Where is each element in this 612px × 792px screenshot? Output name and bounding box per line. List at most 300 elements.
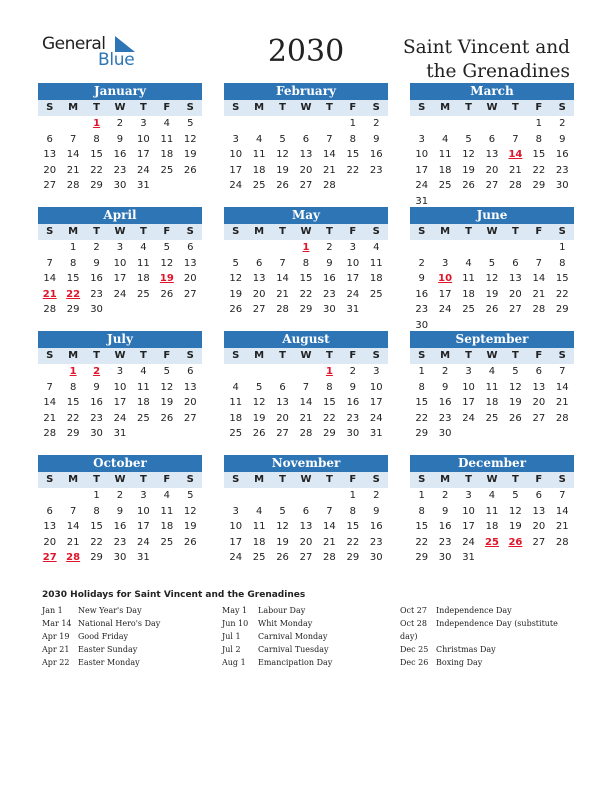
day-cell: 24 xyxy=(113,412,127,424)
day-cell: 19 xyxy=(462,164,475,176)
weekday-label: S xyxy=(558,102,566,113)
day-cell: 3 xyxy=(116,366,124,377)
day-cell: 21 xyxy=(323,164,336,176)
weekday-label: F xyxy=(535,474,543,485)
holiday-date: Oct 28 xyxy=(400,619,427,628)
day-cell: 27 xyxy=(299,180,313,191)
day-cell: 28 xyxy=(555,412,569,424)
holiday-name-continued: day) xyxy=(400,632,418,641)
day-cell: 20 xyxy=(183,273,197,284)
day-cell: 11 xyxy=(160,505,174,517)
day-cell: 26 xyxy=(462,180,475,191)
month-title: September xyxy=(410,331,574,348)
holiday-column-1 xyxy=(42,604,212,669)
day-cell: 12 xyxy=(462,149,475,160)
day-cell: 16 xyxy=(555,149,569,160)
day-grid xyxy=(224,364,388,442)
weekday-label: W xyxy=(300,474,312,485)
day-cell: 3 xyxy=(140,490,147,501)
month-title: June xyxy=(410,207,574,224)
weekday-label: S xyxy=(558,226,566,237)
day-cell: 26 xyxy=(276,180,289,191)
weekday-label: M xyxy=(440,226,451,237)
weekday-label: S xyxy=(372,350,380,361)
day-cell: 1 xyxy=(559,242,566,253)
day-cell: 25 xyxy=(462,304,475,315)
holiday-item xyxy=(222,604,392,617)
day-cell: 21 xyxy=(66,164,80,176)
day-cell: 16 xyxy=(90,397,103,408)
day-cell: 20 xyxy=(532,521,546,532)
day-cell: 31 xyxy=(137,180,150,191)
day-cell: 13 xyxy=(43,149,57,160)
day-cell: 17 xyxy=(415,164,429,176)
day-cell: 12 xyxy=(276,149,289,160)
day-cell: 23 xyxy=(90,288,103,300)
day-cell: 12 xyxy=(160,381,174,393)
month-may xyxy=(224,207,388,318)
weekday-label: W xyxy=(486,474,498,485)
weekday-label: M xyxy=(254,474,265,485)
day-cell: 6 xyxy=(187,242,194,253)
day-cell: 26 xyxy=(183,164,197,176)
day-cell: 11 xyxy=(485,381,499,393)
day-cell: 3 xyxy=(465,490,472,501)
holiday-name: Independence Day xyxy=(436,606,512,615)
day-cell: 14 xyxy=(323,521,336,532)
weekday-label: W xyxy=(300,102,312,113)
holiday-name: Carnival Tuesday xyxy=(258,645,329,654)
day-cell: 27 xyxy=(509,304,522,315)
day-grid xyxy=(410,364,574,442)
day-cell: 27 xyxy=(183,288,197,300)
holiday-day-cell: 28 xyxy=(66,552,81,563)
month-title: December xyxy=(410,455,574,472)
day-cell: 4 xyxy=(488,490,496,501)
day-cell: 28 xyxy=(43,428,57,439)
day-cell: 27 xyxy=(183,412,197,424)
day-cell: 3 xyxy=(232,505,239,517)
holiday-day-cell: 2 xyxy=(93,366,101,377)
day-cell: 13 xyxy=(276,397,289,408)
holiday-date: Oct 27 xyxy=(400,606,427,615)
month-title: January xyxy=(38,83,202,100)
day-cell: 7 xyxy=(326,505,333,517)
day-cell: 25 xyxy=(137,412,150,424)
day-cell: 21 xyxy=(555,397,569,408)
month-title: July xyxy=(38,331,202,348)
holiday-item xyxy=(222,630,392,643)
month-december xyxy=(410,455,574,566)
day-cell: 12 xyxy=(276,521,289,532)
day-cell: 5 xyxy=(187,490,194,501)
day-cell: 2 xyxy=(93,242,100,253)
day-cell: 26 xyxy=(229,304,243,315)
weekday-header xyxy=(410,348,574,364)
day-cell: 6 xyxy=(302,505,310,517)
day-cell: 22 xyxy=(66,412,80,424)
weekday-label: F xyxy=(163,102,171,113)
day-cell: 29 xyxy=(532,180,546,191)
month-march xyxy=(410,83,574,209)
day-cell: 13 xyxy=(299,521,313,532)
day-cell: 5 xyxy=(163,366,171,377)
empty-cell xyxy=(318,488,341,504)
day-cell: 23 xyxy=(438,536,452,548)
day-cell: 3 xyxy=(232,133,239,145)
day-cell: 14 xyxy=(299,397,313,408)
day-cell: 29 xyxy=(90,552,103,563)
day-cell: 1 xyxy=(93,490,100,501)
holiday-day-cell: 26 xyxy=(508,536,523,548)
holiday-day-cell: 1 xyxy=(302,242,310,253)
empty-cell xyxy=(410,116,433,132)
empty-cell xyxy=(247,364,270,380)
day-cell: 11 xyxy=(252,149,266,160)
day-cell: 8 xyxy=(349,505,357,517)
day-cell: 19 xyxy=(252,412,266,424)
day-cell: 9 xyxy=(559,133,566,145)
weekday-label: W xyxy=(486,102,498,113)
day-cell: 21 xyxy=(532,288,546,300)
weekday-label: F xyxy=(535,102,543,113)
day-grid xyxy=(410,116,574,209)
day-cell: 26 xyxy=(485,304,499,315)
weekday-label: T xyxy=(465,350,472,361)
day-cell: 25 xyxy=(438,180,452,191)
day-cell: 28 xyxy=(299,428,313,439)
holiday-day-cell: 1 xyxy=(325,366,333,377)
day-cell: 14 xyxy=(66,149,80,160)
day-cell: 16 xyxy=(323,273,336,284)
holiday-name: National Hero's Day xyxy=(78,619,161,628)
day-cell: 14 xyxy=(43,397,57,408)
weekday-label: M xyxy=(254,102,265,113)
weekday-label: T xyxy=(139,102,147,113)
day-cell: 22 xyxy=(532,164,546,176)
day-cell: 23 xyxy=(415,304,429,315)
day-cell: 26 xyxy=(160,288,174,300)
holiday-item xyxy=(42,630,212,643)
weekday-label: T xyxy=(465,226,472,237)
day-cell: 21 xyxy=(509,164,522,176)
holiday-name: Emancipation Day xyxy=(258,658,333,667)
day-cell: 9 xyxy=(373,133,380,145)
day-cell: 26 xyxy=(252,428,266,439)
day-cell: 25 xyxy=(485,412,499,424)
empty-cell xyxy=(504,240,527,256)
day-cell: 18 xyxy=(137,397,150,408)
day-cell: 6 xyxy=(488,133,496,145)
day-cell: 4 xyxy=(140,242,147,253)
weekday-label: M xyxy=(68,226,79,237)
day-cell: 22 xyxy=(555,288,569,300)
day-cell: 28 xyxy=(276,304,289,315)
day-cell: 9 xyxy=(441,381,449,393)
weekday-label: S xyxy=(232,474,240,485)
day-cell: 5 xyxy=(163,242,171,253)
day-cell: 22 xyxy=(299,288,313,300)
weekday-label: T xyxy=(139,474,147,485)
day-cell: 23 xyxy=(369,536,383,548)
weekday-label: T xyxy=(511,350,519,361)
day-grid xyxy=(224,116,388,194)
day-cell: 29 xyxy=(555,304,569,315)
day-cell: 16 xyxy=(113,521,127,532)
day-cell: 4 xyxy=(488,366,496,377)
day-cell: 10 xyxy=(229,521,243,532)
month-title: February xyxy=(224,83,388,100)
empty-cell xyxy=(294,364,317,380)
day-cell: 12 xyxy=(509,381,522,393)
day-cell: 5 xyxy=(279,505,286,517)
day-cell: 28 xyxy=(43,304,57,315)
day-cell: 10 xyxy=(415,149,429,160)
day-cell: 7 xyxy=(512,133,519,145)
weekday-label: T xyxy=(279,102,286,113)
day-cell: 18 xyxy=(160,521,174,532)
day-cell: 10 xyxy=(113,381,127,393)
weekday-label: W xyxy=(114,474,126,485)
day-cell: 24 xyxy=(415,180,429,191)
weekday-header xyxy=(38,472,202,488)
day-cell: 20 xyxy=(485,164,499,176)
weekday-label: T xyxy=(93,350,100,361)
day-cell: 28 xyxy=(66,180,80,191)
weekday-label: F xyxy=(349,474,357,485)
day-cell: 25 xyxy=(137,288,150,300)
day-cell: 4 xyxy=(255,505,263,517)
weekday-label: M xyxy=(254,350,265,361)
weekday-label: S xyxy=(372,474,380,485)
day-cell: 5 xyxy=(232,257,239,269)
weekday-label: S xyxy=(372,226,380,237)
day-cell: 8 xyxy=(559,257,566,269)
day-cell: 4 xyxy=(255,133,263,145)
day-cell: 8 xyxy=(93,505,100,517)
weekday-label: M xyxy=(254,226,265,237)
weekday-label: T xyxy=(511,474,519,485)
day-cell: 29 xyxy=(346,552,360,563)
holiday-day-cell: 21 xyxy=(42,288,57,300)
day-cell: 8 xyxy=(535,133,543,145)
holiday-name: New Year's Day xyxy=(78,606,142,615)
day-cell: 26 xyxy=(509,412,522,424)
day-cell: 21 xyxy=(43,412,57,424)
day-cell: 7 xyxy=(69,133,77,145)
weekday-label: T xyxy=(465,474,472,485)
day-cell: 8 xyxy=(69,257,77,269)
day-cell: 15 xyxy=(66,397,80,408)
day-cell: 9 xyxy=(326,257,333,269)
day-cell: 9 xyxy=(93,257,100,269)
day-cell: 17 xyxy=(462,521,475,532)
day-cell: 2 xyxy=(116,490,124,501)
weekday-label: M xyxy=(440,350,451,361)
weekday-label: S xyxy=(418,102,426,113)
day-cell: 23 xyxy=(90,412,103,424)
day-cell: 5 xyxy=(512,366,519,377)
day-cell: 3 xyxy=(465,366,472,377)
weekday-label: S xyxy=(46,350,54,361)
day-cell: 30 xyxy=(438,428,452,439)
day-cell: 25 xyxy=(369,288,383,300)
day-cell: 29 xyxy=(66,304,80,315)
holiday-name: Labour Day xyxy=(258,606,306,615)
holiday-date: Jul 2 xyxy=(222,645,241,654)
weekday-label: W xyxy=(114,102,126,113)
weekday-label: F xyxy=(535,350,543,361)
day-cell: 19 xyxy=(276,164,289,176)
day-cell: 2 xyxy=(116,118,124,129)
empty-cell xyxy=(527,240,550,256)
holiday-date: Apr 21 xyxy=(42,645,70,654)
day-cell: 23 xyxy=(346,412,360,424)
day-cell: 30 xyxy=(415,319,429,331)
weekday-label: S xyxy=(232,102,240,113)
day-cell: 30 xyxy=(438,552,452,563)
weekday-label: F xyxy=(535,226,543,237)
day-cell: 3 xyxy=(418,133,425,145)
day-cell: 23 xyxy=(438,412,452,424)
empty-cell xyxy=(38,116,61,132)
holiday-date: Jun 10 xyxy=(222,619,249,628)
day-cell: 21 xyxy=(323,536,336,548)
logo-text-general: General xyxy=(42,34,106,54)
holiday-name: Carnival Monday xyxy=(258,632,328,641)
day-cell: 25 xyxy=(160,536,174,548)
day-cell: 13 xyxy=(532,381,546,393)
empty-cell xyxy=(271,116,294,132)
day-cell: 11 xyxy=(160,133,174,145)
weekday-label: S xyxy=(186,226,194,237)
day-cell: 9 xyxy=(418,273,425,284)
weekday-label: S xyxy=(418,226,426,237)
day-cell: 11 xyxy=(252,521,266,532)
day-cell: 6 xyxy=(46,133,53,145)
weekday-label: M xyxy=(440,102,451,113)
month-august xyxy=(224,331,388,442)
holiday-date: Dec 26 xyxy=(400,658,429,667)
day-cell: 3 xyxy=(116,242,124,253)
weekday-label: F xyxy=(349,102,357,113)
day-cell: 13 xyxy=(252,273,266,284)
day-cell: 4 xyxy=(373,242,380,253)
day-cell: 29 xyxy=(90,180,103,191)
day-cell: 3 xyxy=(349,242,357,253)
day-cell: 12 xyxy=(485,273,499,284)
logo-text-blue: Blue xyxy=(98,50,135,70)
day-cell: 22 xyxy=(90,164,103,176)
day-cell: 16 xyxy=(90,273,103,284)
weekday-label: T xyxy=(325,474,333,485)
day-cell: 14 xyxy=(323,149,336,160)
empty-cell xyxy=(457,240,480,256)
holiday-item xyxy=(222,643,392,656)
day-cell: 3 xyxy=(441,257,449,269)
day-cell: 18 xyxy=(252,536,266,548)
day-cell: 22 xyxy=(346,164,360,176)
day-cell: 2 xyxy=(418,257,425,269)
day-cell: 10 xyxy=(137,505,150,517)
day-cell: 24 xyxy=(346,288,360,300)
day-cell: 14 xyxy=(555,381,569,393)
day-cell: 6 xyxy=(512,257,519,269)
day-cell: 26 xyxy=(160,412,174,424)
day-cell: 9 xyxy=(349,381,357,393)
holiday-name: Easter Sunday xyxy=(78,645,138,654)
weekday-label: F xyxy=(163,226,171,237)
empty-cell xyxy=(294,488,317,504)
day-cell: 20 xyxy=(276,412,289,424)
day-cell: 18 xyxy=(462,288,475,300)
weekday-header xyxy=(38,100,202,116)
day-cell: 13 xyxy=(485,149,499,160)
weekday-label: T xyxy=(93,474,100,485)
day-cell: 22 xyxy=(323,412,336,424)
day-cell: 10 xyxy=(462,505,475,517)
day-cell: 25 xyxy=(160,164,174,176)
weekday-label: T xyxy=(139,226,147,237)
day-cell: 18 xyxy=(485,397,499,408)
day-cell: 24 xyxy=(229,180,243,191)
day-cell: 9 xyxy=(441,505,449,517)
day-cell: 12 xyxy=(160,257,174,269)
day-cell: 22 xyxy=(346,536,360,548)
day-cell: 13 xyxy=(43,521,57,532)
day-cell: 2 xyxy=(373,118,380,129)
day-cell: 23 xyxy=(323,288,336,300)
day-cell: 11 xyxy=(485,505,499,517)
day-cell: 6 xyxy=(302,133,310,145)
day-grid xyxy=(224,240,388,318)
day-cell: 17 xyxy=(369,397,383,408)
day-cell: 14 xyxy=(43,273,57,284)
day-cell: 10 xyxy=(113,257,127,269)
day-cell: 4 xyxy=(163,118,171,129)
day-cell: 28 xyxy=(509,180,522,191)
holiday-name: Christmas Day xyxy=(436,645,496,654)
day-cell: 20 xyxy=(509,288,522,300)
day-grid xyxy=(38,116,202,194)
day-cell: 21 xyxy=(555,521,569,532)
day-cell: 4 xyxy=(465,257,472,269)
day-cell: 15 xyxy=(323,397,336,408)
day-cell: 14 xyxy=(532,273,546,284)
month-july xyxy=(38,331,202,442)
empty-cell xyxy=(271,488,294,504)
day-cell: 24 xyxy=(369,412,383,424)
day-cell: 27 xyxy=(252,304,266,315)
holiday-day-cell: 19 xyxy=(159,273,174,284)
day-cell: 31 xyxy=(462,552,475,563)
empty-cell xyxy=(504,116,527,132)
holiday-item xyxy=(222,656,392,669)
day-cell: 12 xyxy=(509,505,522,517)
day-cell: 12 xyxy=(183,505,197,517)
weekday-label: M xyxy=(68,350,79,361)
day-cell: 16 xyxy=(369,521,383,532)
weekday-label: S xyxy=(186,102,194,113)
weekday-label: T xyxy=(325,102,333,113)
day-cell: 24 xyxy=(229,552,243,563)
logo xyxy=(42,34,142,74)
holiday-date: Apr 19 xyxy=(42,632,70,641)
day-cell: 4 xyxy=(140,366,147,377)
day-cell: 5 xyxy=(465,133,472,145)
day-cell: 19 xyxy=(183,521,197,532)
day-cell: 17 xyxy=(229,536,243,548)
